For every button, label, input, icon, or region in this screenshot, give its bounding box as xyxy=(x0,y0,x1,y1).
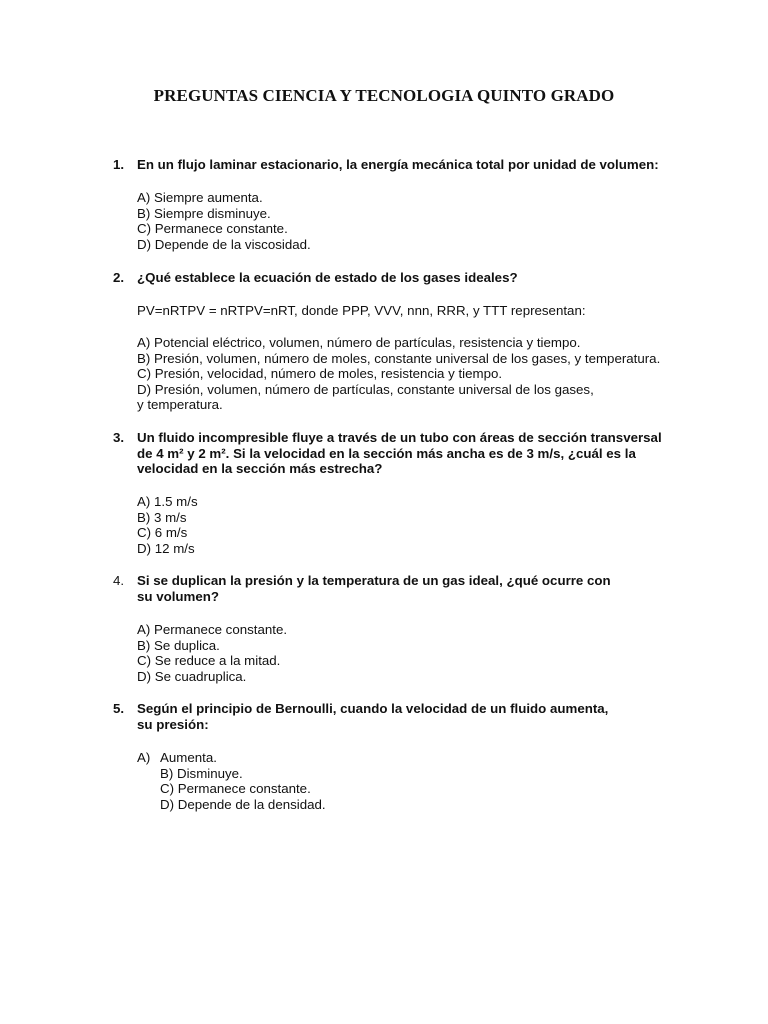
option-text: Aumenta. xyxy=(160,750,217,765)
option: D) Depende de la viscosidad. xyxy=(137,236,311,252)
options-list xyxy=(137,750,667,812)
option: B) Presión, volumen, número de moles, constante universal de los gases, y temperatura. xyxy=(137,350,661,366)
options-list xyxy=(137,494,667,556)
option: B) Se duplica. xyxy=(137,637,220,653)
question-stem: Si se duplican la presión y la temperatura de un gas ideal, ¿qué ocurre con su volumen? xyxy=(137,573,611,604)
option: C) Presión, velocidad, número de moles, resistencia y tiempo. xyxy=(137,366,503,381)
option: C) 6 m/s xyxy=(137,525,188,540)
option: C) Se reduce a la mitad. xyxy=(137,653,281,668)
question-number: 1. xyxy=(113,157,125,172)
question-number: 5. xyxy=(113,701,125,716)
option-letter: A) xyxy=(137,750,151,765)
question-stem: Un fluido incompresible fluye a través de un tubo con áreas de sección transversal de 4 m² y 2 m². Si la velocidad en la sección más ancha es de 3 m/s, ¿cuál es la velocidad en la sección más estrecha? xyxy=(137,430,662,477)
options-list xyxy=(137,622,667,684)
option: D) Depende de la densidad. xyxy=(160,796,326,812)
option: B) Disminuye. xyxy=(160,765,243,781)
question-number: 4. xyxy=(113,573,125,588)
option xyxy=(137,750,667,766)
question-number: 3. xyxy=(113,430,125,445)
options-list xyxy=(137,190,667,252)
question-stem: Según el principio de Bernoulli, cuando la velocidad de un fluido aumenta, su presión: xyxy=(137,701,609,732)
option: A) 1.5 m/s xyxy=(137,494,198,509)
options-list xyxy=(137,335,667,413)
option: A) Siempre aumenta. xyxy=(137,190,263,205)
page-title: PREGUNTAS CIENCIA Y TECNOLOGIA QUINTO GRADO xyxy=(153,86,615,105)
option: B) Siempre disminuye. xyxy=(137,205,271,221)
question-number: 2. xyxy=(113,270,125,285)
question-stem: ¿Qué establece la ecuación de estado de los gases ideales? xyxy=(137,270,518,285)
option: B) 3 m/s xyxy=(137,509,187,525)
option: D) Se cuadruplica. xyxy=(137,668,247,684)
option: C) Permanece constante. xyxy=(137,221,288,236)
question-formula: PV=nRTPV = nRTPV=nRT, donde PPP, VVV, nnn, RRR, y TTT representan: xyxy=(137,303,586,318)
option: D) Presión, volumen, número de partículas, constante universal de los gases, y temperatura. xyxy=(137,381,594,412)
question-stem: En un flujo laminar estacionario, la energía mecánica total por unidad de volumen: xyxy=(137,157,659,172)
option: D) 12 m/s xyxy=(137,540,195,556)
option: A) Permanece constante. xyxy=(137,622,288,637)
option: A) Potencial eléctrico, volumen, número de partículas, resistencia y tiempo. xyxy=(137,335,581,350)
option: C) Permanece constante. xyxy=(160,781,311,796)
